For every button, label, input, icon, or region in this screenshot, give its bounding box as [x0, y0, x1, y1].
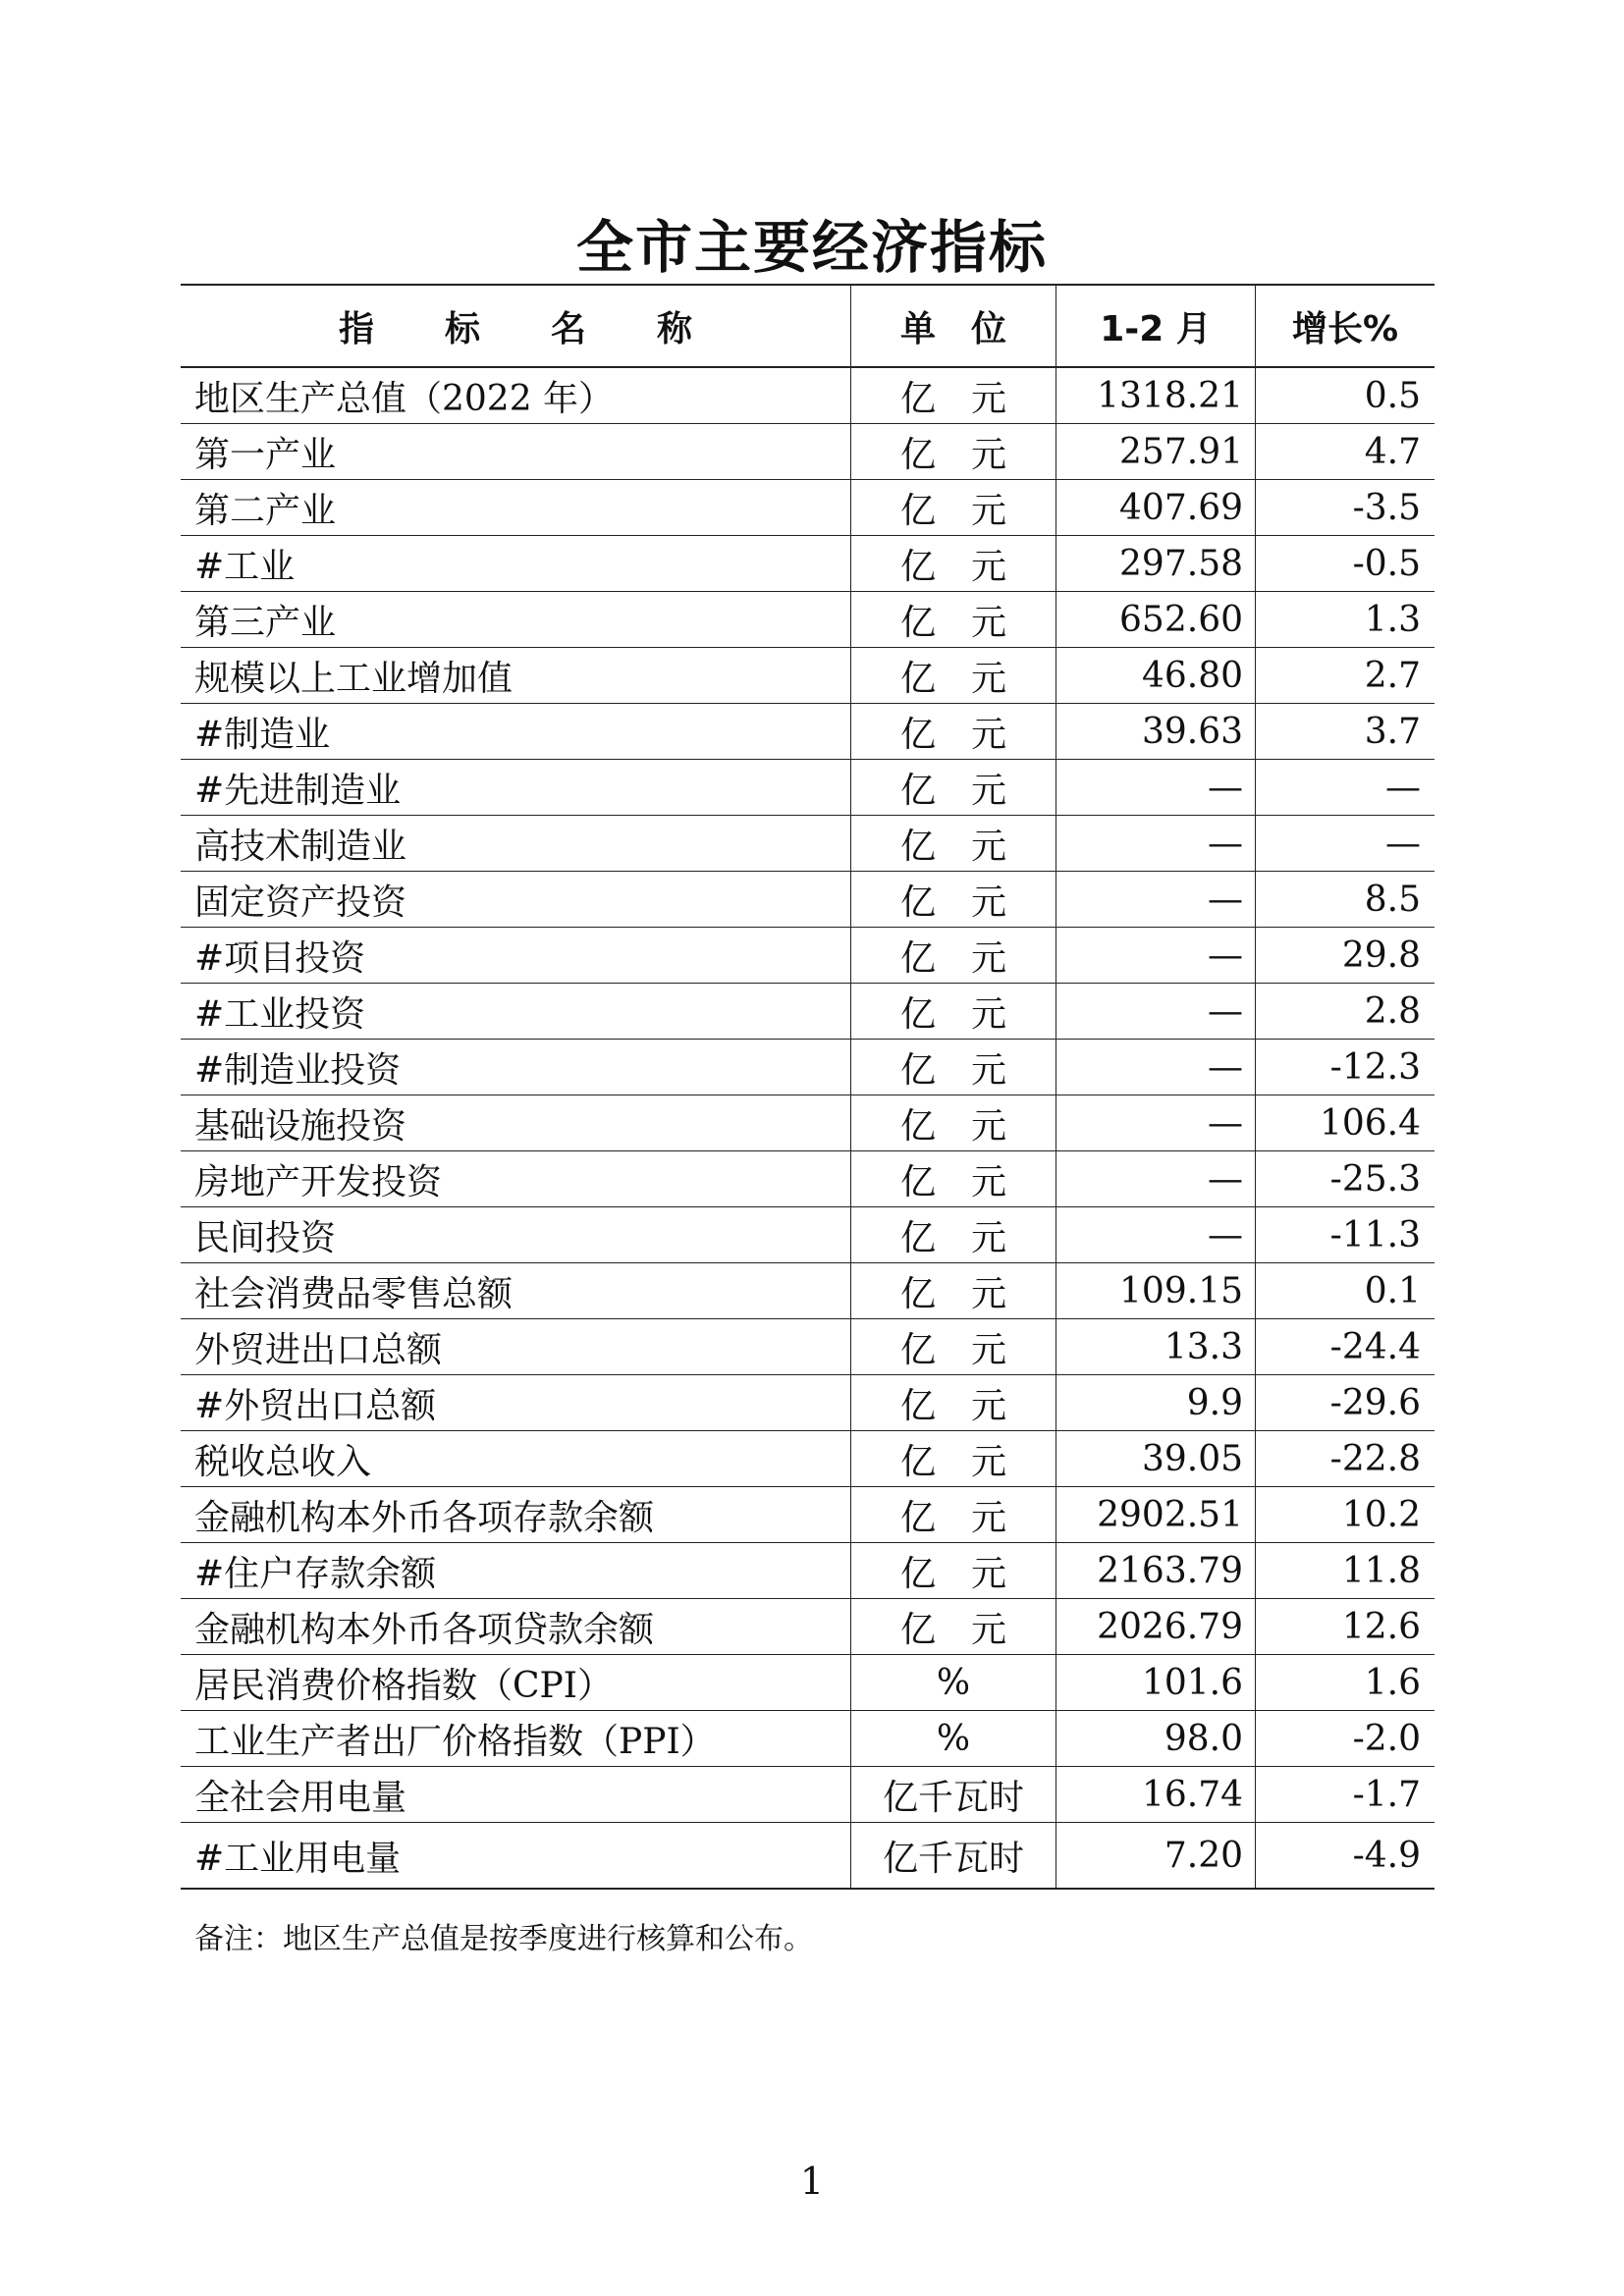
row-unit: 亿 元 — [851, 424, 1056, 480]
row-unit: 亿 元 — [851, 1207, 1056, 1263]
row-growth: -22.8 — [1256, 1431, 1435, 1487]
table-row — [181, 424, 1435, 480]
row-unit: 亿 元 — [851, 1095, 1056, 1151]
table-row — [181, 1823, 1435, 1890]
table-row — [181, 648, 1435, 704]
row-value: — — [1056, 984, 1256, 1040]
row-growth: -0.5 — [1256, 536, 1435, 592]
row-value: — — [1056, 760, 1256, 816]
row-name: 金融机构本外币各项存款余额 — [181, 1487, 851, 1543]
row-value: 109.15 — [1056, 1263, 1256, 1319]
page-number: 1 — [799, 2160, 825, 2203]
row-unit: 亿 元 — [851, 536, 1056, 592]
table-row — [181, 1767, 1435, 1823]
row-unit: 亿 元 — [851, 1543, 1056, 1599]
row-name: #住户存款余额 — [181, 1543, 851, 1599]
row-unit: 亿 元 — [851, 984, 1056, 1040]
row-name: 地区生产总值（2022 年） — [181, 367, 851, 424]
row-growth: 2.8 — [1256, 984, 1435, 1040]
row-name: 基础设施投资 — [181, 1095, 851, 1151]
row-value: 257.91 — [1056, 424, 1256, 480]
row-name: 金融机构本外币各项贷款余额 — [181, 1599, 851, 1655]
row-unit: % — [851, 1655, 1056, 1711]
row-unit: 亿 元 — [851, 872, 1056, 928]
row-unit: 亿 元 — [851, 704, 1056, 760]
row-unit: 亿 元 — [851, 480, 1056, 536]
row-name: 社会消费品零售总额 — [181, 1263, 851, 1319]
row-name: 居民消费价格指数（CPI） — [181, 1655, 851, 1711]
row-value: 2026.79 — [1056, 1599, 1256, 1655]
row-unit: 亿千瓦时 — [851, 1767, 1056, 1823]
row-growth: -4.9 — [1256, 1823, 1435, 1890]
row-value: 46.80 — [1056, 648, 1256, 704]
header-unit: 单 位 — [851, 285, 1056, 367]
row-name: 固定资产投资 — [181, 872, 851, 928]
row-unit: 亿 元 — [851, 816, 1056, 872]
row-growth: 10.2 — [1256, 1487, 1435, 1543]
row-value: 13.3 — [1056, 1319, 1256, 1375]
row-unit: % — [851, 1711, 1056, 1767]
row-value: — — [1056, 1207, 1256, 1263]
table-row — [181, 592, 1435, 648]
row-name: 第三产业 — [181, 592, 851, 648]
row-unit: 亿 元 — [851, 1487, 1056, 1543]
row-unit: 亿 元 — [851, 760, 1056, 816]
row-unit: 亿 元 — [851, 648, 1056, 704]
table-row — [181, 1711, 1435, 1767]
row-name: #工业 — [181, 536, 851, 592]
table-row — [181, 1599, 1435, 1655]
row-name: 工业生产者出厂价格指数（PPI） — [181, 1711, 851, 1767]
row-name: 外贸进出口总额 — [181, 1319, 851, 1375]
table-row — [181, 536, 1435, 592]
row-value: — — [1056, 1151, 1256, 1207]
row-name: 民间投资 — [181, 1207, 851, 1263]
table-row — [181, 1040, 1435, 1095]
row-value: 297.58 — [1056, 536, 1256, 592]
row-growth: 0.1 — [1256, 1263, 1435, 1319]
row-value: 39.63 — [1056, 704, 1256, 760]
header-value: 1-2 月 — [1056, 285, 1256, 367]
table-row — [181, 1151, 1435, 1207]
row-value: 16.74 — [1056, 1767, 1256, 1823]
row-value: 407.69 — [1056, 480, 1256, 536]
row-growth: 4.7 — [1256, 424, 1435, 480]
row-value: 101.6 — [1056, 1655, 1256, 1711]
table-row — [181, 1431, 1435, 1487]
row-name: #工业投资 — [181, 984, 851, 1040]
table-row — [181, 1319, 1435, 1375]
row-growth: -29.6 — [1256, 1375, 1435, 1431]
row-unit: 亿 元 — [851, 367, 1056, 424]
row-value: — — [1056, 816, 1256, 872]
row-name: 房地产开发投资 — [181, 1151, 851, 1207]
table-row — [181, 1263, 1435, 1319]
row-growth: -11.3 — [1256, 1207, 1435, 1263]
row-value: 98.0 — [1056, 1711, 1256, 1767]
row-growth: 1.6 — [1256, 1655, 1435, 1711]
table-row — [181, 1375, 1435, 1431]
row-value: 7.20 — [1056, 1823, 1256, 1890]
row-unit: 亿 元 — [851, 1319, 1056, 1375]
indicators-table — [181, 284, 1435, 1890]
row-name: #外贸出口总额 — [181, 1375, 851, 1431]
footnote: 备注：地区生产总值是按季度进行核算和公布。 — [194, 1922, 813, 1956]
row-value: 2902.51 — [1056, 1487, 1256, 1543]
row-name: #工业用电量 — [181, 1823, 851, 1890]
table-row — [181, 704, 1435, 760]
table-row — [181, 1207, 1435, 1263]
page-title: 全市主要经济指标 — [575, 214, 1048, 281]
row-growth: 2.7 — [1256, 648, 1435, 704]
row-unit: 亿 元 — [851, 1375, 1056, 1431]
row-growth: 3.7 — [1256, 704, 1435, 760]
table-row — [181, 872, 1435, 928]
table-row — [181, 1655, 1435, 1711]
row-name: #制造业投资 — [181, 1040, 851, 1095]
row-growth: 8.5 — [1256, 872, 1435, 928]
row-value: 39.05 — [1056, 1431, 1256, 1487]
table-row — [181, 1487, 1435, 1543]
row-unit: 亿 元 — [851, 1599, 1056, 1655]
header-row — [181, 285, 1435, 367]
row-unit: 亿 元 — [851, 1040, 1056, 1095]
row-name: #先进制造业 — [181, 760, 851, 816]
row-name: 规模以上工业增加值 — [181, 648, 851, 704]
row-growth: 1.3 — [1256, 592, 1435, 648]
row-growth: — — [1256, 816, 1435, 872]
row-value: 2163.79 — [1056, 1543, 1256, 1599]
header-growth: 增长% — [1256, 285, 1435, 367]
row-unit: 亿 元 — [851, 592, 1056, 648]
row-value: 652.60 — [1056, 592, 1256, 648]
table-row — [181, 1543, 1435, 1599]
table-row — [181, 480, 1435, 536]
row-growth: 29.8 — [1256, 928, 1435, 984]
row-unit: 亿千瓦时 — [851, 1823, 1056, 1890]
row-growth: -25.3 — [1256, 1151, 1435, 1207]
row-growth: -3.5 — [1256, 480, 1435, 536]
row-growth: -2.0 — [1256, 1711, 1435, 1767]
row-value: — — [1056, 872, 1256, 928]
row-value: 9.9 — [1056, 1375, 1256, 1431]
table-row — [181, 984, 1435, 1040]
row-growth: — — [1256, 760, 1435, 816]
row-name: 全社会用电量 — [181, 1767, 851, 1823]
row-name: #项目投资 — [181, 928, 851, 984]
row-value: — — [1056, 1095, 1256, 1151]
table-row — [181, 816, 1435, 872]
row-unit: 亿 元 — [851, 928, 1056, 984]
table-body — [181, 367, 1435, 1889]
row-value: — — [1056, 1040, 1256, 1095]
table-row — [181, 928, 1435, 984]
row-growth: 106.4 — [1256, 1095, 1435, 1151]
table-row — [181, 1095, 1435, 1151]
row-name: 高技术制造业 — [181, 816, 851, 872]
row-name: #制造业 — [181, 704, 851, 760]
row-growth: -24.4 — [1256, 1319, 1435, 1375]
table-row — [181, 760, 1435, 816]
row-value: — — [1056, 928, 1256, 984]
row-growth: -12.3 — [1256, 1040, 1435, 1095]
row-growth: 12.6 — [1256, 1599, 1435, 1655]
table-header — [181, 285, 1435, 367]
row-value: 1318.21 — [1056, 367, 1256, 424]
row-unit: 亿 元 — [851, 1263, 1056, 1319]
row-unit: 亿 元 — [851, 1431, 1056, 1487]
row-unit: 亿 元 — [851, 1151, 1056, 1207]
row-name: 第一产业 — [181, 424, 851, 480]
header-name: 指 标 名 称 — [181, 285, 851, 367]
row-name: 第二产业 — [181, 480, 851, 536]
row-growth: 11.8 — [1256, 1543, 1435, 1599]
row-growth: -1.7 — [1256, 1767, 1435, 1823]
row-name: 税收总收入 — [181, 1431, 851, 1487]
table-row — [181, 367, 1435, 424]
row-growth: 0.5 — [1256, 367, 1435, 424]
